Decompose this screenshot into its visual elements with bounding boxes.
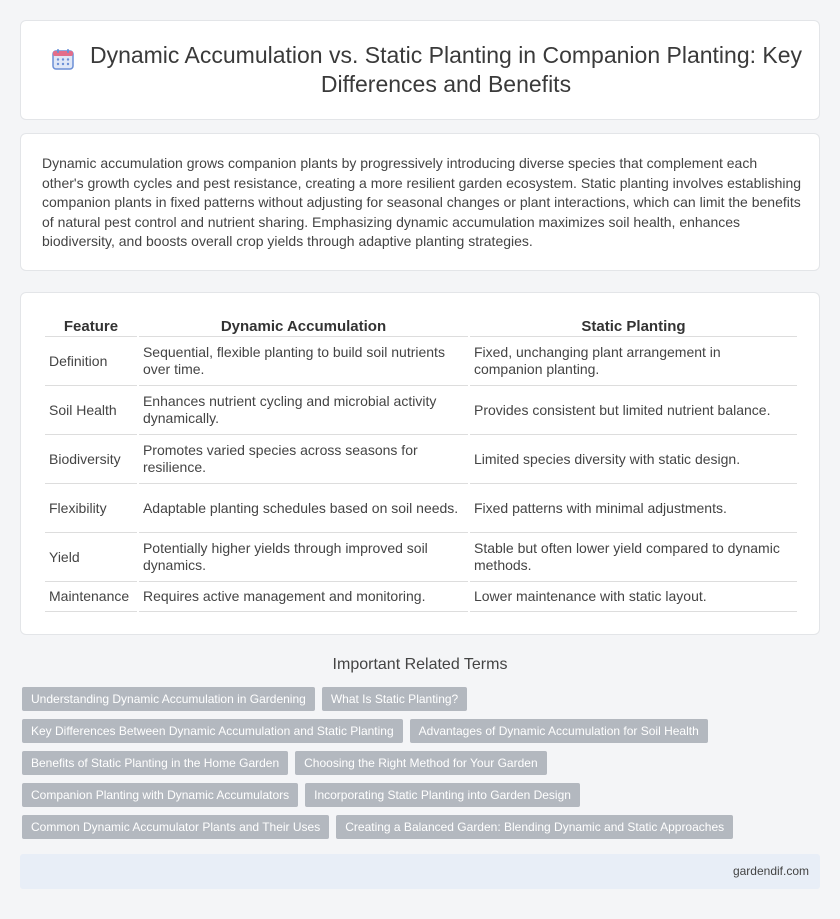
- cell-feature: Yield: [45, 533, 137, 582]
- table-row: [45, 582, 797, 612]
- related-term-tag[interactable]: Benefits of Static Planting in the Home Garden: [22, 751, 288, 775]
- footer: [20, 854, 820, 889]
- related-term-tag[interactable]: Incorporating Static Planting into Garden Design: [305, 783, 580, 807]
- cell-static: Fixed patterns with minimal adjustments.: [470, 484, 797, 533]
- related-term-tag[interactable]: Common Dynamic Accumulator Plants and Their Uses: [22, 815, 329, 839]
- cell-feature: Flexibility: [45, 484, 137, 533]
- cell-static: Provides consistent but limited nutrient balance.: [470, 386, 797, 435]
- related-terms-title: Important Related Terms: [332, 656, 508, 673]
- cell-dynamic: Requires active management and monitoring.: [139, 582, 468, 612]
- footer-site-link[interactable]: gardendif.com: [732, 864, 809, 878]
- related-term-tag[interactable]: Choosing the Right Method for Your Garden: [295, 751, 546, 775]
- related-term-tag[interactable]: Advantages of Dynamic Accumulation for Soil Health: [410, 719, 708, 743]
- cell-static: Lower maintenance with static layout.: [470, 582, 797, 612]
- table-row: [45, 435, 797, 484]
- cell-static: Limited species diversity with static design.: [470, 435, 797, 484]
- page-title: Dynamic Accumulation vs. Static Planting in Companion Planting: Key Differences and Benefits: [89, 42, 803, 97]
- related-term-tag[interactable]: Understanding Dynamic Accumulation in Gardening: [22, 687, 315, 711]
- intro-card: [20, 133, 820, 271]
- cell-feature: Biodiversity: [45, 435, 137, 484]
- cell-dynamic: Potentially higher yields through improved soil dynamics.: [139, 533, 468, 582]
- intro-paragraph: Dynamic accumulation grows companion plants by progressively introducing diverse species that complement each other's growth cycles and pest resistance, creating a more resilient garden ecosystem. Static planting involves establishing companion plants in fixed patterns without adjusting for seasonal changes or plant interactions, which can limit the benefits of natural pest control and nutrient sharing. Emphasizing dynamic accumulation maximizes soil health, enhances biodiversity, and boosts overall crop yields through adaptive planting strategies.: [42, 155, 802, 250]
- table-row: [45, 533, 797, 582]
- table-header-row: [45, 315, 797, 337]
- header-feature: Feature: [45, 315, 137, 337]
- header-card: [20, 20, 820, 120]
- related-term-tag[interactable]: Companion Planting with Dynamic Accumulators: [22, 783, 298, 807]
- comparison-table: [43, 315, 799, 612]
- cell-static: Fixed, unchanging plant arrangement in companion planting.: [470, 337, 797, 386]
- cell-static: Stable but often lower yield compared to dynamic methods.: [470, 533, 797, 582]
- table-row: [45, 337, 797, 386]
- table-row: [45, 386, 797, 435]
- related-term-tag[interactable]: What Is Static Planting?: [322, 687, 467, 711]
- related-term-tag[interactable]: Key Differences Between Dynamic Accumulation and Static Planting: [22, 719, 403, 743]
- table-row: [45, 484, 797, 533]
- related-term-tag[interactable]: Creating a Balanced Garden: Blending Dynamic and Static Approaches: [336, 815, 733, 839]
- cell-dynamic: Sequential, flexible planting to build soil nutrients over time.: [139, 337, 468, 386]
- cell-dynamic: Enhances nutrient cycling and microbial activity dynamically.: [139, 386, 468, 435]
- cell-feature: Maintenance: [45, 582, 137, 612]
- cell-feature: Definition: [45, 337, 137, 386]
- cell-dynamic: Adaptable planting schedules based on soil needs.: [139, 484, 468, 533]
- cell-dynamic: Promotes varied species across seasons for resilience.: [139, 435, 468, 484]
- header-dynamic-accumulation: Dynamic Accumulation: [139, 315, 468, 337]
- header-static-planting: Static Planting: [470, 315, 797, 337]
- comparison-table-card: [20, 292, 820, 635]
- cell-feature: Soil Health: [45, 386, 137, 435]
- related-terms-list: [22, 687, 822, 839]
